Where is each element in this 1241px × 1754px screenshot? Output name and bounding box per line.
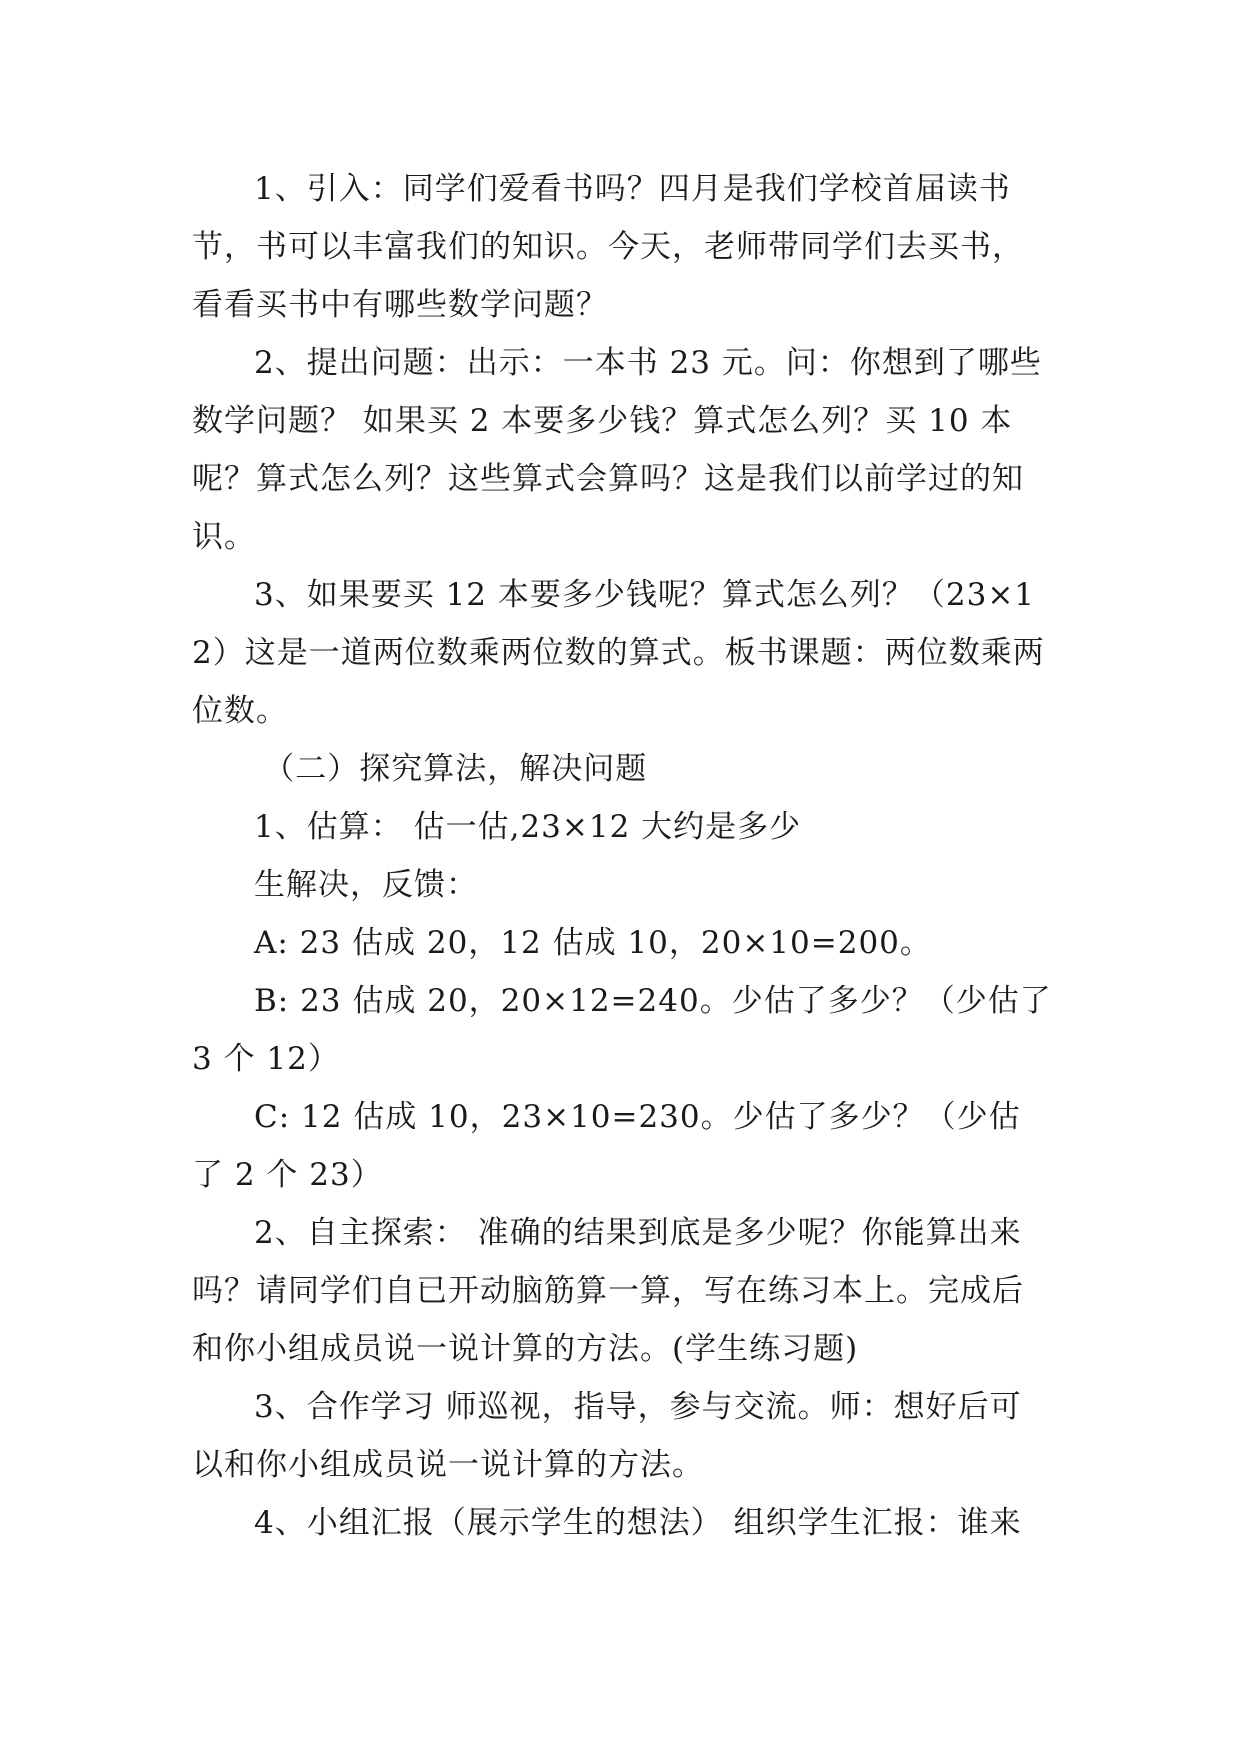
- paragraph-report: 4、小组汇报（展示学生的想法） 组织学生汇报：谁来: [254, 1505, 1022, 1541]
- paragraph-option-a: A: 23 估成 20，12 估成 10，20×10=200。: [254, 925, 932, 961]
- paragraph-intro: 1、引入：同学们爱看书吗？四月是我们学校首届读书节，书可以丰富我们的知识。今天，老师带同学们去买书，看看买书中有哪些数学问题？: [192, 171, 1024, 323]
- paragraph-feedback: 生解决，反馈：: [254, 867, 478, 903]
- document-body: [192, 160, 1052, 1552]
- paragraph-option-c: C: 12 估成 10，23×10=230。少估了多少？（少估了 2 个 23）: [192, 1099, 1021, 1193]
- paragraph-estimate: 1、估算： 估一估,23×12 大约是多少: [254, 809, 802, 845]
- paragraph-option-b: B: 23 估成 20，20×12=240。少估了多少？（少估了 3 个 12）: [192, 983, 1052, 1077]
- paragraph-question: 2、提出问题：出示：一本书 23 元。问：你想到了哪些数学问题？ 如果买 2 本要多少钱？算式怎么列？买 10 本呢？算式怎么列？这些算式会算吗？这是我们以前学过的知识。: [192, 345, 1042, 555]
- paragraph-twelve-books: 3、如果要买 12 本要多少钱呢？算式怎么列？（23×12）这是一道两位数乘两位数的算式。板书课题：两位数乘两位数。: [192, 577, 1045, 729]
- paragraph-explore: 2、自主探索： 准确的结果到底是多少呢？你能算出来吗？请同学们自已开动脑筋算一算，写在练习本上。完成后和你小组成员说一说计算的方法。(学生练习题): [192, 1215, 1024, 1367]
- paragraph-cooperate: 3、合作学习 师巡视，指导，参与交流。师：想好后可以和你小组成员说一说计算的方法。: [192, 1389, 1022, 1483]
- section-heading: （二）探究算法，解决问题: [263, 751, 648, 787]
